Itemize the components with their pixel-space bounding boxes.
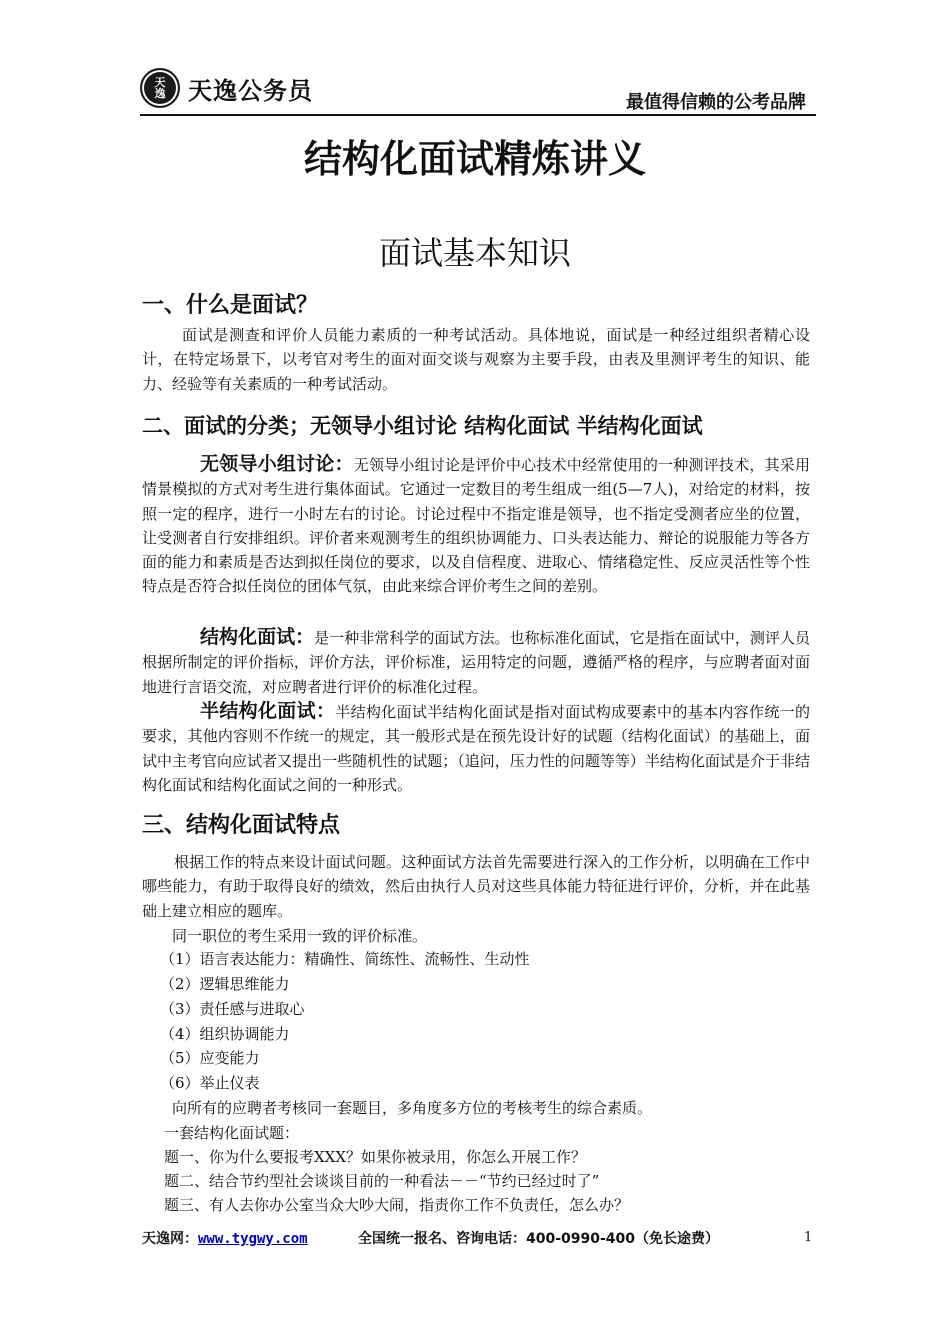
section-heading-2: 二、面试的分类；无领导小组讨论 结构化面试 半结构化面试 xyxy=(142,414,703,438)
structured-paragraph xyxy=(142,625,810,699)
section-3-body: 根据工作的特点来设计面试问题。这种面试方法首先需要进行深入的工作分析，以明确在工作中哪些能力，有助于取得良好的绩效，然后由执行人员对这些具体能力特征进行评价，分析，并在此基础上建立相应的题库。 xyxy=(142,853,810,920)
document-subtitle: 面试基本知识 xyxy=(378,234,571,272)
brand-name: 天逸公务员 xyxy=(188,76,313,105)
brand-logo xyxy=(140,68,313,108)
list-item: （5）应变能力 xyxy=(160,1049,260,1067)
leaderless-text: 无领导小组讨论是评价中心技术中经常使用的一种测评技术，其采用情景模拟的方式对考生进行集体面试。它通过一定数目的考生组成一组(5—7人)，对给定的材料，按照一定的程序，进行一小时左右的讨论。讨论过程中不指定谁是领导，也不指定受测者应坐的位置，让受测者自行安排组织。评价者来观测考生的组织协调能力、口头表达能力、辩论的说服能力等各方面的能力和素质是否达到拟任岗位的要求，以及自信程度、进取心、情绪稳定性、反应灵活性等个性特点是否符合拟任岗位的团体气氛，由此来综合评价考生之间的差别。 xyxy=(142,456,810,596)
list-item: （1）语言表达能力：精确性、简练性、流畅性、生动性 xyxy=(160,950,530,968)
list-item: 题一、你为什么要报考XXX？如果你被录用，你怎么开展工作？ xyxy=(164,1148,587,1166)
page-number: 1 xyxy=(804,1230,813,1245)
list-item: （4）组织协调能力 xyxy=(160,1025,290,1043)
semi-structured-text: 半结构化面试半结构化面试是指对面试构成要素中的基本内容作统一的要求，其他内容则不作统一的规定，其一般形式是在预先设计好的试题（结构化面试）的基础上，面试中主考官向应试者又提出一些随机性的试题；（追问，压力性的问题等等）半结构化面试是介于非结构化面试和结构化面试之间的一种形式。 xyxy=(142,703,810,794)
list-item: 向所有的应聘者考核同一套题目，多角度多方位的考核考生的综合素质。 xyxy=(172,1099,653,1117)
footer-site-link[interactable]: www.tygwy.com xyxy=(198,1231,308,1247)
structured-text: 是一种非常科学的面试方法。也称标准化面试，它是指在面试中，测评人员根据所制定的评价指标，评价方法，评价标准，运用特定的问题，遵循严格的程序，与应聘者面对面地进行言语交流，对应聘者进行评价的标准化过程。 xyxy=(142,629,810,696)
page-footer xyxy=(142,1228,818,1248)
leaderless-paragraph xyxy=(142,452,810,599)
logo-seal-icon: 天 逸 xyxy=(140,68,180,108)
footer-phone: 全国统一报名、咨询电话：400-0990-400（免长途费） xyxy=(358,1231,720,1247)
semi-structured-paragraph xyxy=(142,699,810,797)
leaderless-label: 无领导小组讨论： xyxy=(200,453,354,475)
structured-label: 结构化面试： xyxy=(200,626,315,648)
footer-site-label: 天逸网： xyxy=(142,1231,198,1247)
page-header xyxy=(140,66,816,116)
header-divider xyxy=(140,114,816,116)
section-1-body: 面试是测查和评价人员能力素质的一种考试活动。具体地说，面试是一种经过组织者精心设计，在特定场景下，以考官对考生的面对面交谈与观察为主要手段，由表及里测评考生的知识、能力、经验等有关素质的一种考试活动。 xyxy=(142,326,810,393)
list-item: 同一职位的考生采用一致的评价标准。 xyxy=(172,927,428,945)
semi-structured-label: 半结构化面试： xyxy=(200,700,336,722)
section-heading-1: 一、什么是面试？ xyxy=(142,293,319,318)
list-item: （3）责任感与进取心 xyxy=(160,1000,305,1018)
list-item: 题三、有人去你办公室当众大吵大闹，指责你工作不负责任，怎么办？ xyxy=(164,1196,630,1214)
section-heading-3: 三、结构化面试特点 xyxy=(142,813,341,838)
list-item: 一套结构化面试题： xyxy=(164,1124,300,1142)
list-item: （2）逻辑思维能力 xyxy=(160,975,290,993)
list-item: 题二、结合节约型社会谈谈目前的一种看法－－“节约已经过时了” xyxy=(164,1172,600,1190)
header-slogan: 最值得信赖的公考品牌 xyxy=(626,92,806,113)
document-title: 结构化面试精炼讲义 xyxy=(303,137,646,181)
list-item: （6）举止仪表 xyxy=(160,1074,260,1092)
